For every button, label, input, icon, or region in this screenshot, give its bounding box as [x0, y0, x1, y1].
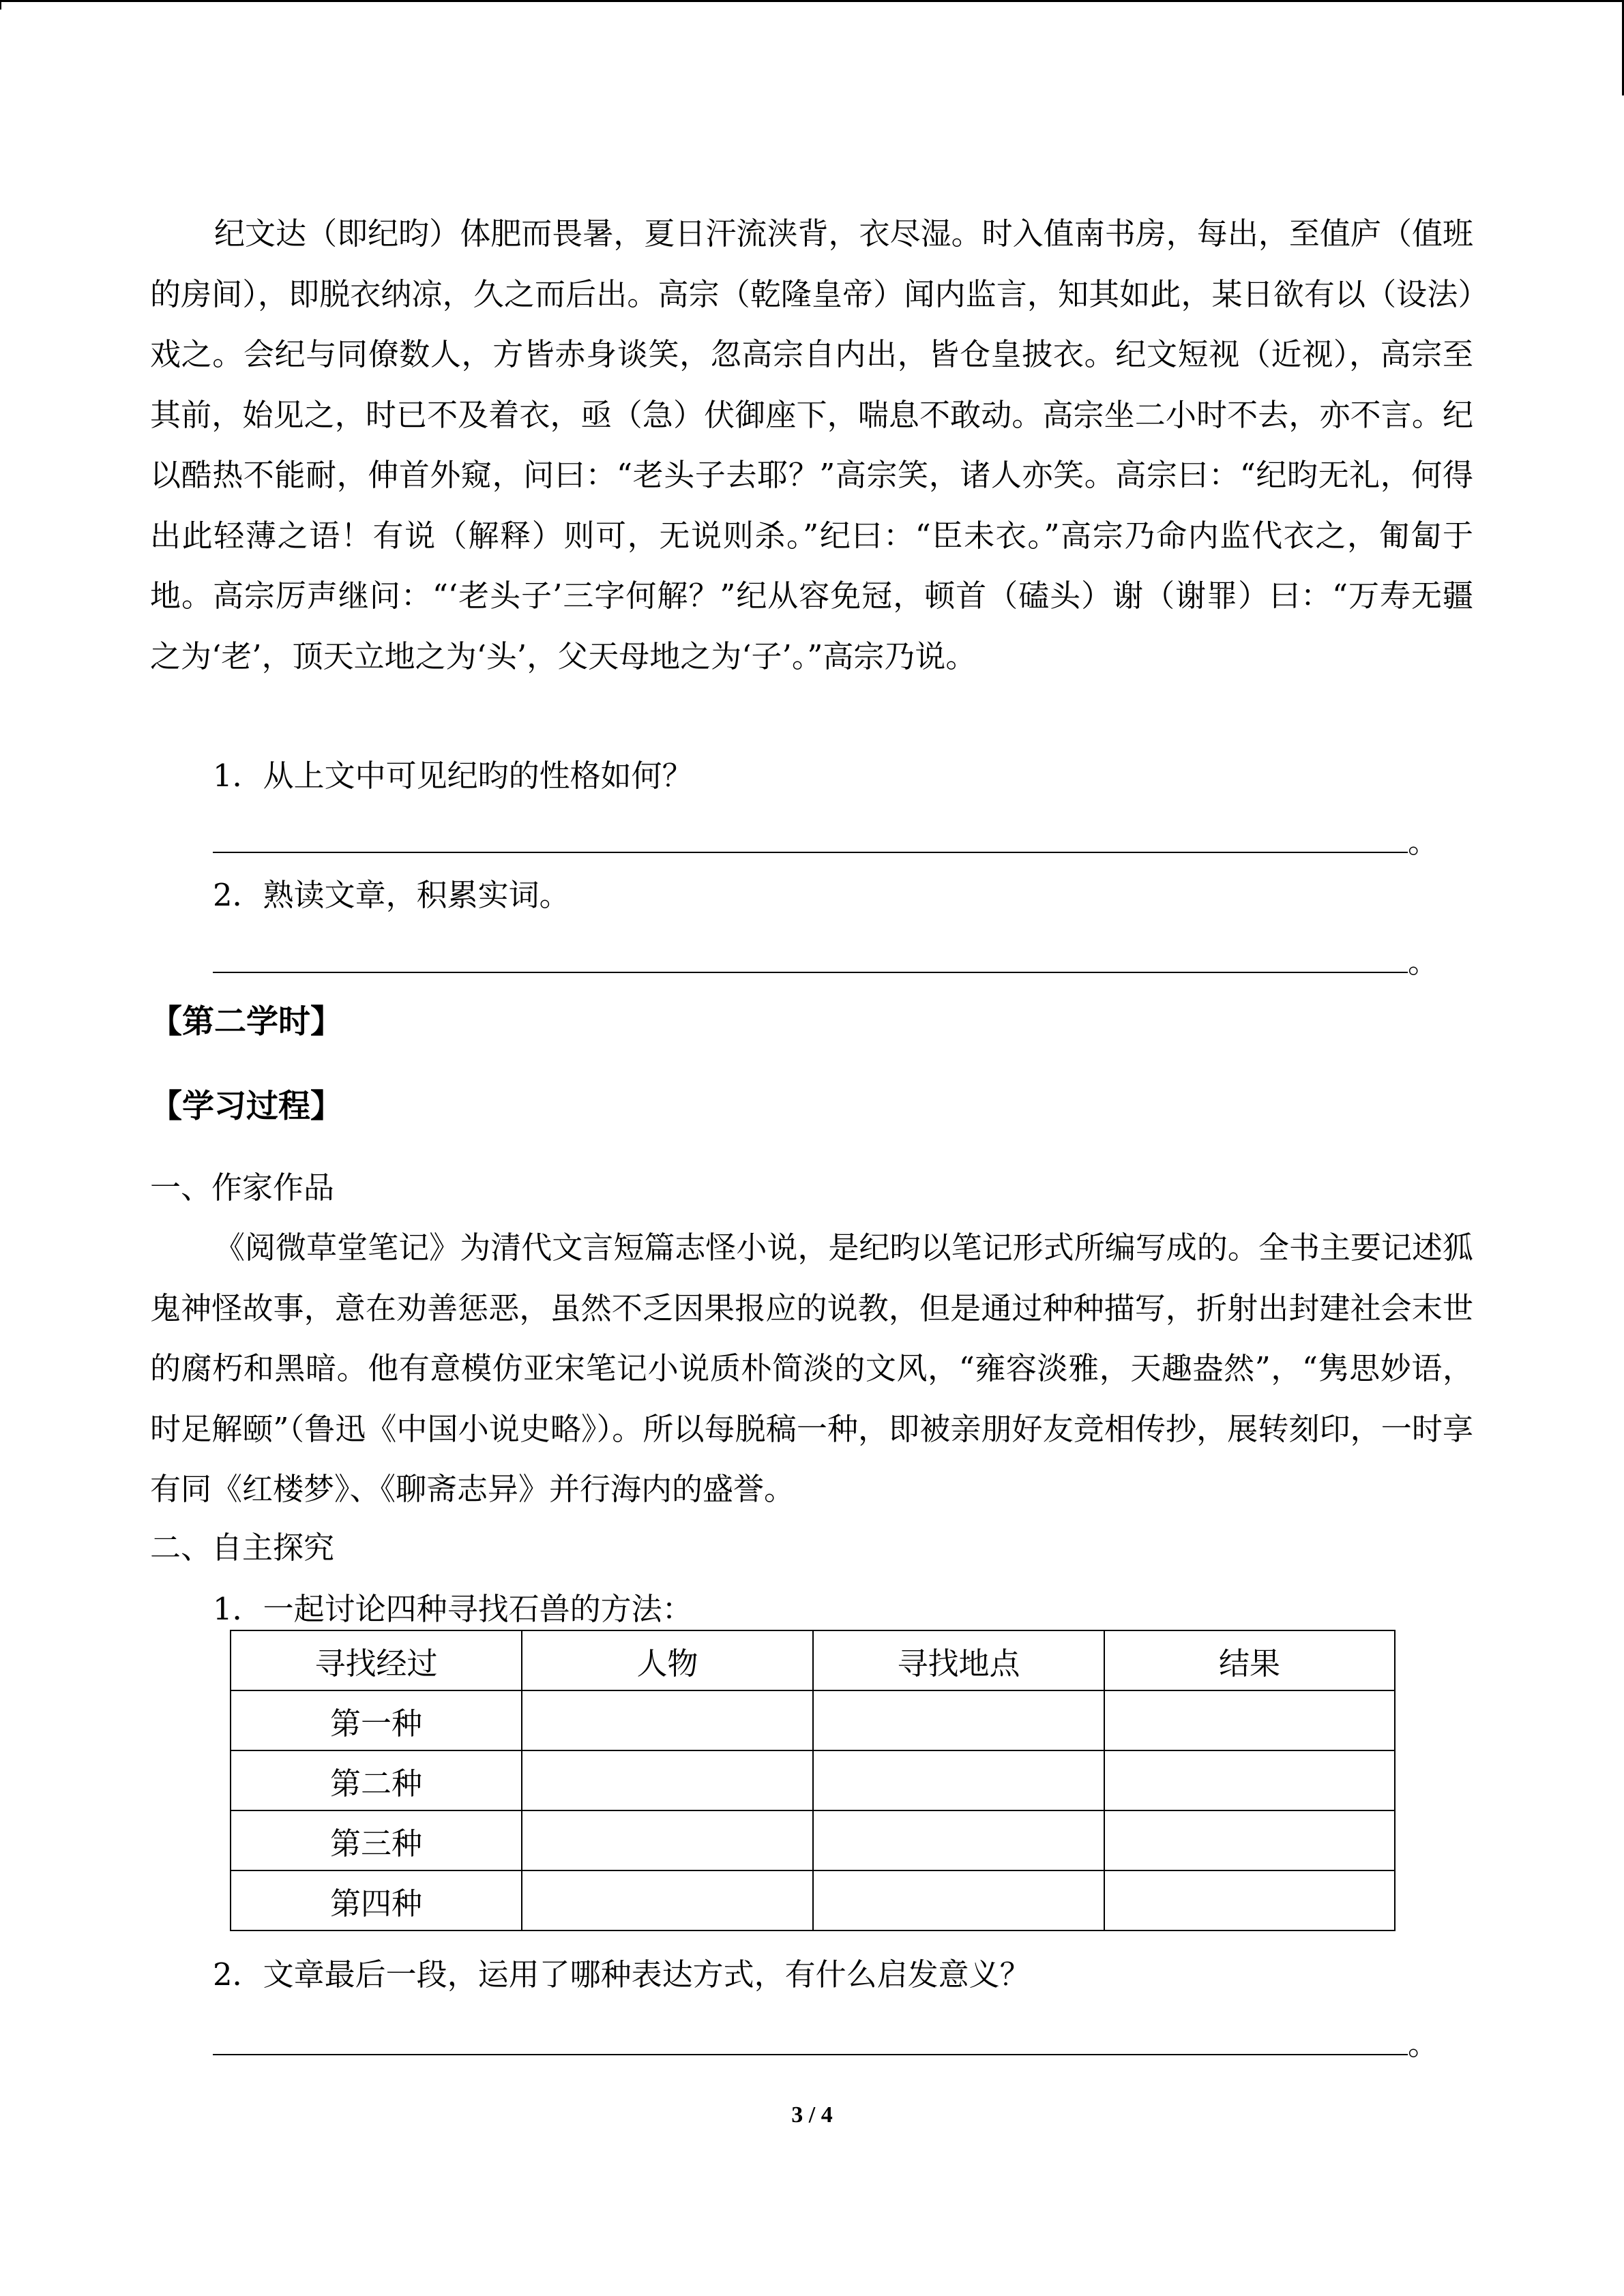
page-number: 3 / 4 — [791, 2102, 833, 2128]
table-row — [231, 1870, 1395, 1930]
passage-paragraph: 纪文达（即纪昀）体肥而畏暑，夏日汗流浃背，衣尽湿。时入值南书房，每出，至值庐（值班的房间），即脱衣纳凉，久之而后出。高宗（乾隆皇帝）闻内监言，知其如此，某日欲有以（设法）戏之。会纪与同僚数人，方皆赤身谈笑，忽高宗自内出，皆仓皇披衣。纪文短视（近视），高宗至其前，始见之，时已不及着衣，亟（急）伏御座下，喘息不敢动。高宗坐二小时不去，亦不言。纪以酷热不能耐，伸首外窥，问曰：“老头子去耶？”高宗笑，诸人亦笑。高宗曰：“纪昀无礼，何得出此轻薄之语！有说（解释）则可，无说则杀。”纪曰：“臣未衣。”高宗乃命内监代衣之，匍匐于地。高宗厉声继问：“‘老头子’三字何解？”纪从容免冠，顿首（磕头）谢（谢罪）曰：“万寿无疆之为‘老’，顶天立地之为‘头’，父天母地之为‘子’。”高宗乃说。 — [150, 215, 1473, 674]
answer-line-2-end-mark: 。 — [1408, 944, 1439, 980]
table-row — [231, 1810, 1395, 1870]
table-cell-blank[interactable] — [522, 1750, 813, 1810]
table-cell-blank[interactable] — [813, 1750, 1104, 1810]
section-2-title: 二、自主探究 — [150, 1530, 335, 1566]
table-cell-blank[interactable] — [1104, 1750, 1395, 1810]
table-row — [231, 1750, 1395, 1810]
table-cell-blank[interactable] — [1104, 1810, 1395, 1870]
heading-learning-process: 【学习过程】 — [150, 1088, 342, 1125]
table-header-location: 寻找地点 — [813, 1630, 1104, 1690]
section-1-body: 《阅微草堂笔记》为清代文言短篇志怪小说，是纪昀以笔记形式所编写成的。全书主要记述狐鬼神怪故事，意在劝善惩恶，虽然不乏因果报应的说教，但是通过种种描写，折射出封建社会末世的腐朽和黑暗。他有意模仿亚宋笔记小说质朴简淡的文风，“雍容淡雅，天趣盎然”，“隽思妙语，时足解颐”（鲁迅《中国小说史略》）。所以每脱稿一种，即被亲朋好友竞相传抄，展转刻印，一时享有同《红楼梦》、《聊斋志异》并行海内的盛誉。 — [150, 1229, 1473, 1507]
table-cell-blank[interactable] — [1104, 1690, 1395, 1750]
answer-line-1-end-mark: 。 — [1408, 824, 1439, 860]
section-2-question-1: 1．一起讨论四种寻找石兽的方法： — [213, 1591, 693, 1627]
section-1-title: 一、作家作品 — [150, 1169, 335, 1206]
answer-line-2[interactable] — [213, 972, 1408, 973]
table-header-process: 寻找经过 — [231, 1630, 522, 1690]
table-row-label: 第二种 — [231, 1750, 522, 1810]
table-cell-blank[interactable] — [813, 1870, 1104, 1930]
answer-line-1[interactable] — [213, 852, 1408, 853]
table-cell-blank[interactable] — [522, 1810, 813, 1870]
table-row — [231, 1690, 1395, 1750]
table-cell-blank[interactable] — [522, 1690, 813, 1750]
table-cell-blank[interactable] — [1104, 1870, 1395, 1930]
top-border-rule — [0, 0, 1624, 2]
answer-line-3-end-mark: 。 — [1408, 2026, 1439, 2062]
table-row-label: 第三种 — [231, 1810, 522, 1870]
question-1-text: 1．从上文中可见纪昀的性格如何？ — [213, 758, 693, 794]
table-cell-blank[interactable] — [813, 1690, 1104, 1750]
table-header-result: 结果 — [1104, 1630, 1395, 1690]
table-header-person: 人物 — [522, 1630, 813, 1690]
table-cell-blank[interactable] — [813, 1810, 1104, 1870]
table-row-label: 第一种 — [231, 1690, 522, 1750]
left-edge-mark — [0, 0, 1, 10]
table-header-row — [231, 1630, 1395, 1690]
search-methods-table — [230, 1630, 1396, 1931]
section-2-question-2: 2．文章最后一段，运用了哪种表达方式，有什么启发意义？ — [213, 1956, 1031, 1993]
table-row-label: 第四种 — [231, 1870, 522, 1930]
answer-line-3[interactable] — [213, 2054, 1408, 2055]
table-cell-blank[interactable] — [522, 1870, 813, 1930]
heading-second-period: 【第二学时】 — [150, 1003, 342, 1041]
question-2-text: 2．熟读文章，积累实词。 — [213, 877, 570, 913]
